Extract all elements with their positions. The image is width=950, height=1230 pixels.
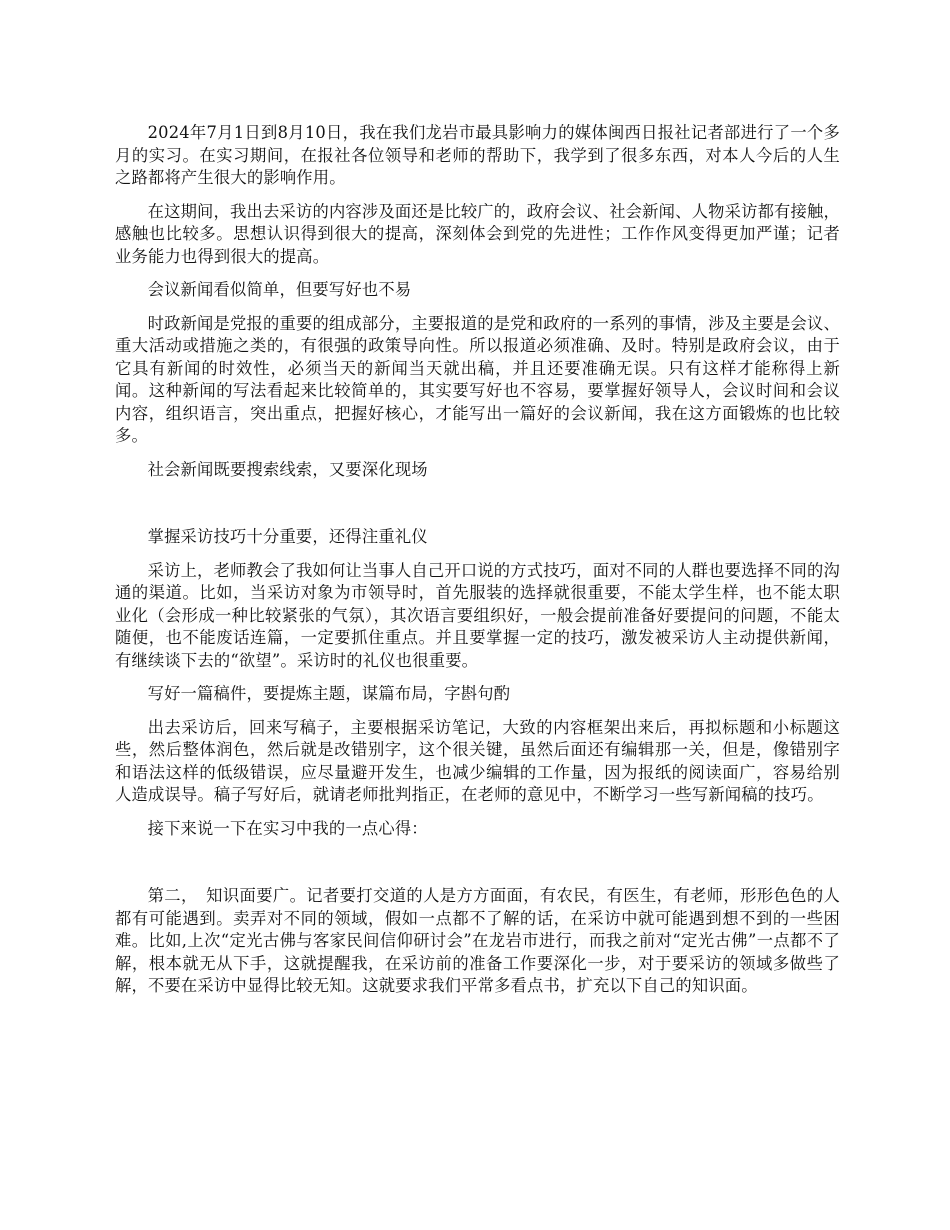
heading-interview-skills: 掌握采访技巧十分重要，还得注重礼仪	[147, 527, 428, 546]
paragraph-political-news: 时政新闻是党报的重要的组成部分，主要报道的是党和政府的一系列的事情，涉及主要是会议、重大活动或措施之类的，有很强的政策导向性。所以报道必须准确、及时。特别是政府会议，由于它具有新闻的时效性，必须当天的新闻当天就出稿，并且还要准确无误。只有这样才能称得上新闻。这种新闻的写法看起来比较简单的，其实要写好也不容易，要掌握好领导人，会议时间和会议内容，组织语言，突出重点，把握好核心，才能写出一篇好的会议新闻，我在这方面锻炼的也比较多。	[115, 313, 840, 445]
paragraph-knowledge-breadth: 第二， 知识面要广。记者要打交道的人是方方面面，有农民，有医生，有老师，形形色色的人都有可能遇到。卖弄对不同的领域，假如一点都不了解的话，在采访中就可能遇到想不到的一些困难。比如,上次“定光古佛与客家民间信仰研讨会”在龙岩市进行，而我之前对“定光古佛”一点都不了解，根本就无从下手，这就提醒我，在采访前的准备工作要深化一步，对于要采访的领域多做些了解，不要在采访中显得比较无知。这就要求我们平常多看点书，扩充以下自己的知识面。	[115, 886, 840, 995]
blank-gap	[115, 492, 840, 526]
blank-gap	[115, 851, 840, 885]
heading-social-news: 社会新闻既要搜索线索，又要深化现场	[147, 459, 428, 479]
paragraph-interview-scope: 在这期间，我出去采访的内容涉及面还是比较广的，政府会议、社会新闻、人物采访都有接触，感触也比较多。思想认识得到很大的提高，深刻体会到党的先进性；工作作风变得更加严谨；记者业务能力也得到很大的提高。	[115, 201, 840, 266]
paragraph-internship-intro: 2024年7月1日到8月10日，我在我们龙岩市最具影响力的媒体闽西日报社记者部进行了一个多月的实习。在实习期间，在报社各位领导和老师的帮助下，我学到了很多东西，对本人今后的人生之路都将产生很大的影响作用。	[115, 123, 840, 187]
paragraph-writing-articles: 出去采访后，回来写稿子，主要根据采访笔记，大致的内容框架出来后，再拟标题和小标题这些，然后整体润色，然后就是改错别字，这个很关键，虽然后面还有编辑那一关，但是，像错别字和语法这样的低级错误，应尽量避开发生，也减少编辑的工作量，因为报纸的阅读面广，容易给别人造成误导。稿子写好后，就请老师批判指正，在老师的意见中，不断学习一些写新闻稿的技巧。	[115, 717, 840, 804]
paragraph-experience-intro: 接下来说一下在实习中我的一点心得：	[147, 818, 428, 838]
document-body	[115, 122, 840, 1009]
paragraph-interview-skills: 采访上，老师教会了我如何让当事人自己开口说的方式技巧，面对不同的人群也要选择不同的沟通的渠道。比如，当采访对象为市领导时，首先服装的选择就很重要，不能太学生样，也不能太职业化（会形成一种比较紧张的气氛），其次语言要组织好，一般会提前准备好要提问的问题，不能太随便，也不能废话连篇，一定要抓住重点。并且要掌握一定的技巧，激发被采访人主动提供新闻，有继续谈下去的“欲望”。采访时的礼仪也很重要。	[115, 560, 840, 670]
heading-meeting-news: 会议新闻看似简单，但要写好也不易	[147, 280, 412, 299]
heading-writing-articles: 写好一篇稿件，要提炼主题，谋篇布局，字斟句酌	[147, 684, 511, 703]
